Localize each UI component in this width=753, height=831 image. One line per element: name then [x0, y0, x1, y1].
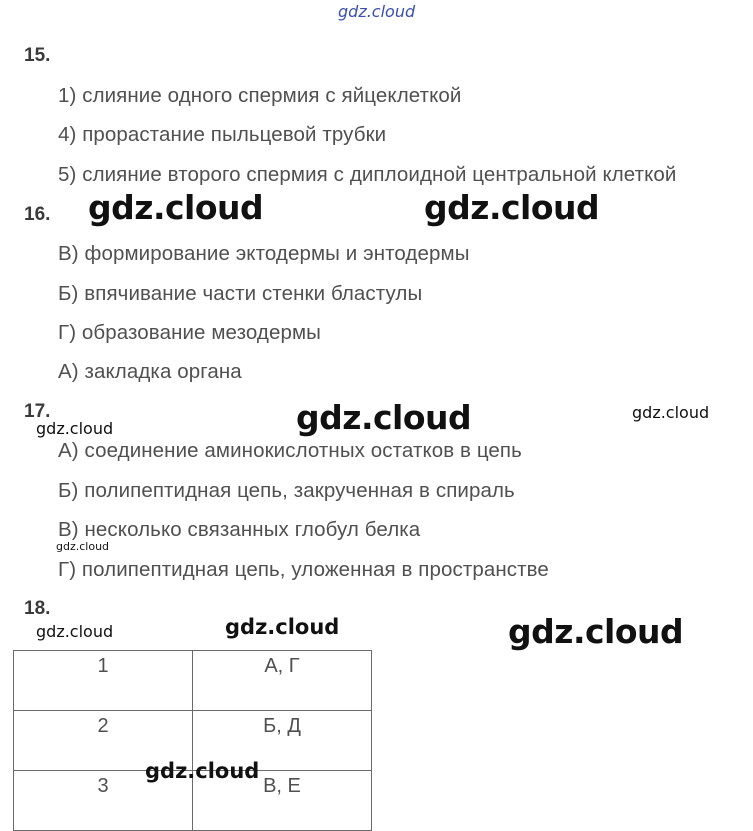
watermark: gdz.cloud: [88, 188, 264, 227]
question-16-number: 16.: [24, 204, 51, 225]
table-cell: Б, Д: [193, 711, 372, 771]
table-cell: А, Г: [193, 651, 372, 711]
answer-table: [13, 650, 372, 831]
watermark: gdz.cloud: [508, 612, 684, 651]
q17-answer-line: Б) полипептидная цепь, закрученная в спираль: [58, 479, 515, 502]
q15-answer-line: 5) слияние второго спермия с диплоидной центральной клеткой: [58, 163, 677, 186]
watermark: gdz.cloud: [145, 759, 260, 783]
q16-answer-line: Б) впячивание части стенки бластулы: [58, 282, 423, 305]
table-cell: 1: [14, 651, 193, 711]
question-18-number: 18.: [24, 598, 51, 619]
question-17-number: 17.: [24, 401, 51, 422]
question-15-number: 15.: [24, 45, 51, 66]
watermark: gdz.cloud: [424, 188, 600, 227]
watermark: gdz.cloud: [56, 540, 110, 553]
table-cell: В, Е: [193, 771, 372, 831]
q16-answer-line: В) формирование эктодермы и энтодермы: [58, 242, 470, 265]
table-row: [14, 651, 372, 711]
q15-answer-line: 4) прорастание пыльцевой трубки: [58, 123, 387, 146]
table-cell: 2: [14, 711, 193, 771]
q16-answer-line: Г) образование мезодермы: [58, 321, 321, 344]
q17-answer-line: А) соединение аминокислотных остатков в цепь: [58, 439, 522, 462]
table-cell: 3: [14, 771, 193, 831]
watermark-top: gdz.cloud: [338, 2, 416, 21]
q16-answer-line: А) закладка органа: [58, 360, 242, 383]
watermark: gdz.cloud: [632, 403, 710, 422]
watermark: gdz.cloud: [36, 622, 114, 641]
watermark: gdz.cloud: [296, 398, 472, 437]
watermark: gdz.cloud: [36, 419, 114, 438]
q17-answer-line: В) несколько связанных глобул белка: [58, 518, 421, 541]
watermark: gdz.cloud: [225, 615, 340, 639]
q17-answer-line: Г) полипептидная цепь, уложенная в пространстве: [58, 558, 549, 581]
q15-answer-line: 1) слияние одного спермия с яйцеклеткой: [58, 84, 462, 107]
